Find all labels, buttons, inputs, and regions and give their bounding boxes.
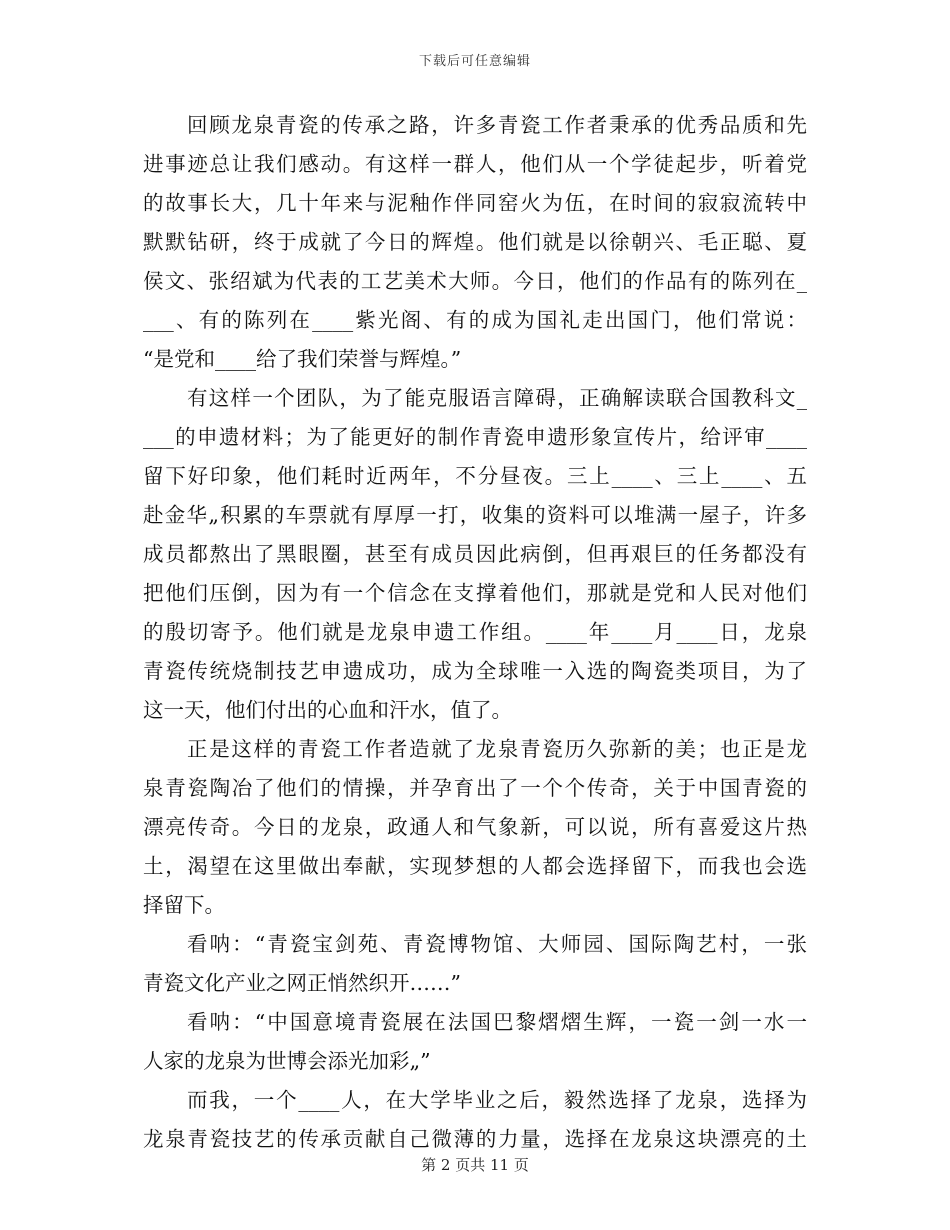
text-line: ___的申遗材料；为了能更好的制作青瓷申遗形象宣传片，给评审____ <box>143 425 807 449</box>
text-line: 看呐：“青瓷宝剑苑、青瓷博物馆、大师园、国际陶艺村，一张 <box>187 932 807 956</box>
page-number-footer: 第 2 页共 11 页 <box>421 1156 529 1174</box>
text-line: 择留下。 <box>143 893 225 917</box>
text-line: 龙泉青瓷技艺的传承贡献自己微薄的力量，选择在龙泉这块漂亮的土 <box>143 1127 807 1151</box>
text-line: 人家的龙泉为世博会添光加彩„” <box>143 1049 431 1073</box>
text-line: 土，渴望在这里做出奉献，实现梦想的人都会选择留下，而我也会选 <box>143 854 807 878</box>
text-line: 赴金华„积累的车票就有厚厚一打，收集的资料可以堆满一屋子，许多 <box>143 503 807 527</box>
text-line: 青瓷文化产业之网正悄然织开……” <box>143 971 461 995</box>
text-line: 的殷切寄予。他们就是龙泉申遗工作组。____年____月____日，龙泉 <box>143 620 807 644</box>
text-line: 看呐：“中国意境青瓷展在法国巴黎熠熠生辉，一瓷一剑一水一 <box>187 1010 807 1034</box>
text-line: 留下好印象，他们耗时近两年，不分昼夜。三上____、三上____、五 <box>143 464 807 488</box>
text-line: “是党和____给了我们荣誉与辉煌。” <box>143 347 462 371</box>
text-line: 把他们压倒，因为有一个信念在支撑着他们，那就是党和人民对他们 <box>143 581 807 605</box>
text-line: 青瓷传统烧制技艺申遗成功，成为全球唯一入选的陶瓷类项目，为了 <box>143 659 807 683</box>
text-line: 侯文、张绍斌为代表的工艺美术大师。今日，他们的作品有的陈列在_ <box>143 269 807 293</box>
text-line: 而我，一个____人，在大学毕业之后，毅然选择了龙泉，选择为 <box>187 1088 807 1112</box>
text-line: 成员都熬出了黑眼圈，甚至有成员因此病倒，但再艰巨的任务都没有 <box>143 542 807 566</box>
text-line: 正是这样的青瓷工作者造就了龙泉青瓷历久弥新的美；也正是龙 <box>187 737 807 761</box>
text-line: 漂亮传奇。今日的龙泉，政通人和气象新，可以说，所有喜爱这片热 <box>143 815 807 839</box>
text-line: 泉青瓷陶冶了他们的情操，并孕育出了一个个传奇，关于中国青瓷的 <box>143 776 807 800</box>
text-line: ___、有的陈列在____紫光阁、有的成为国礼走出国门，他们常说： <box>143 308 807 332</box>
text-line: 有这样一个团队，为了能克服语言障碍，正确解读联合国教科文_ <box>187 386 807 410</box>
text-line: 这一天，他们付出的心血和汗水，值了。 <box>143 698 512 722</box>
text-line: 回顾龙泉青瓷的传承之路，许多青瓷工作者秉承的优秀品质和先 <box>187 113 807 137</box>
text-line: 进事迹总让我们感动。有这样一群人，他们从一个学徒起步，听着党 <box>143 152 807 176</box>
page-header: 下载后可任意编辑 <box>418 54 531 69</box>
text-line: 默默钻研，终于成就了今日的辉煌。他们就是以徐朝兴、毛正聪、夏 <box>143 230 807 254</box>
text-line: 的故事长大，几十年来与泥釉作伴同窑火为伍，在时间的寂寂流转中 <box>143 191 807 215</box>
document-body <box>143 106 807 1159</box>
